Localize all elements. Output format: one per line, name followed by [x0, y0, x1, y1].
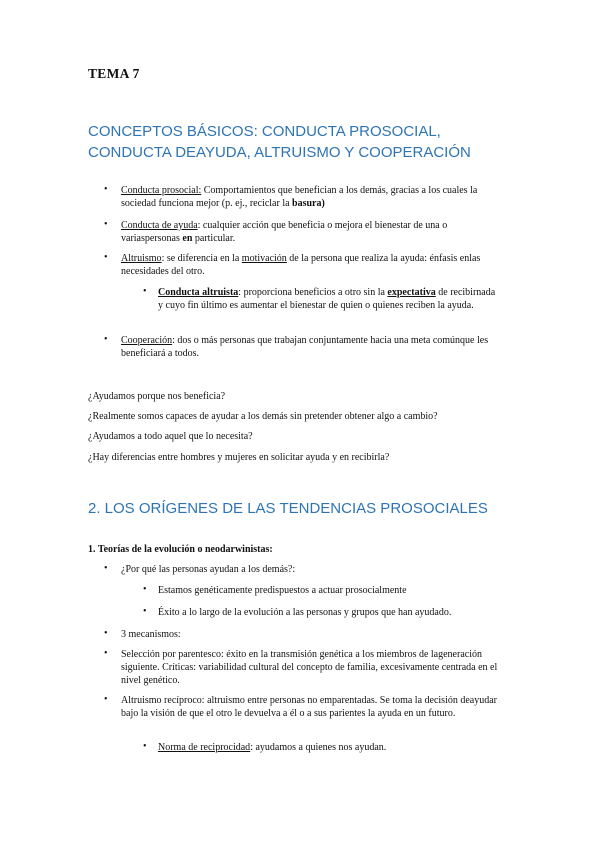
bullet-icon: •: [104, 628, 108, 639]
list-item-mecanismos: 3 mecanismos:: [121, 629, 181, 640]
bold-text: en: [182, 233, 193, 245]
list-item-altruismo: [121, 252, 499, 278]
definition-text: : se diferencia en la: [161, 253, 242, 264]
list-item-predispuestos: Estamos genéticamente predispuestos a actuar prosocialmente: [158, 585, 407, 596]
definition-text: : ayudamos a quienes nos ayudan.: [250, 742, 387, 753]
list-item-conducta-de-ayuda: [121, 219, 499, 245]
sub-bullet-icon: •: [143, 584, 147, 595]
sub-bullet-icon: •: [143, 741, 147, 752]
term-conducta-prosocial: Conducta prosocial:: [121, 185, 202, 196]
definition-text: : cualquier acción que beneficia o mejora el bienestar de una o variaspersonas: [121, 220, 448, 245]
term-conducta-altruista: Conducta altruista: [158, 287, 239, 298]
bold-text: basura): [292, 198, 325, 210]
section-heading-conceptos: CONCEPTOS BÁSICOS: CONDUCTA PROSOCIAL, CONDUCTA DEAYUDA, ALTRUISMO Y COOPERACIÓN: [88, 123, 471, 161]
bullet-icon: •: [104, 219, 108, 230]
question-1: ¿Ayudamos porque nos beneficia?: [88, 391, 226, 402]
definition-text: : dos o más personas que trabajan conjuntamente hacia una meta comúnque les beneficiará a todos.: [121, 335, 489, 360]
term-motivacion: motivación: [241, 253, 287, 264]
question-4: ¿Hay diferencias entre hombres y mujeres en solicitar ayuda y en recibirla?: [88, 452, 390, 463]
section-heading-origenes: 2. LOS ORÍGENES DE LAS TENDENCIAS PROSOCIALES: [88, 500, 488, 517]
term-expectativa: expectativa: [387, 287, 436, 298]
bullet-icon: •: [104, 184, 108, 195]
definition-text: de recibirnada y cuyo fin último es aumentar el bienestar de quien o quienes reciben la ayuda.: [158, 287, 496, 312]
definition-text: particular.: [192, 233, 236, 245]
question-3: ¿Ayudamos a todo aquel que lo necesita?: [88, 431, 253, 442]
definition-text: de la persona que realiza la ayuda: énfasis enlas necesidades del otro.: [121, 253, 481, 278]
sub-bullet-icon: •: [143, 606, 147, 617]
list-item-conducta-prosocial: [121, 184, 499, 210]
list-item-pregunta: ¿Por qué las personas ayudan a los demás?:: [121, 564, 296, 575]
term-norma-reciprocidad: Norma de reciprocidad: [158, 742, 251, 753]
bullet-icon: •: [104, 252, 108, 263]
term-conducta-de-ayuda: Conducta de ayuda: [121, 220, 198, 231]
sub-bullet-icon: •: [143, 286, 147, 297]
definition-text: Comportamientos que benefician a los demás, gracias a los cuales la sociedad funciona mejor (p. ej., reciclar la: [121, 185, 478, 210]
list-item-altruismo-reciproco: Altruismo recíproco: altruismo entre personas no emparentadas. Se toma la decisión deayudar bajo la visión de que el otro le devuelva a él o a sus parientes la ayuda en un futuro.: [121, 695, 497, 720]
term-altruismo: Altruismo: [121, 253, 162, 264]
bullet-icon: •: [104, 694, 108, 705]
bullet-icon: •: [104, 334, 108, 345]
bullet-icon: •: [104, 648, 108, 659]
bullet-icon: •: [104, 563, 108, 574]
page-title: TEMA 7: [88, 66, 140, 81]
list-item-conducta-altruista: [158, 286, 496, 312]
list-item-exito: Éxito a lo largo de la evolución a las personas y grupos que han ayudado.: [158, 607, 452, 618]
question-2: ¿Realmente somos capaces de ayudar a los demás sin pretender obtener algo a cambio?: [88, 411, 438, 422]
list-item-norma-reciprocidad: [158, 741, 496, 754]
list-item-seleccion-parentesco: Selección por parentesco: éxito en la transmisión genética a los miembros de lageneración siguiente. Críticas: variabilidad cultural del concepto de familia, excesivamente centrada en el nivel genético.: [121, 649, 498, 687]
definition-text: : proporciona beneficios a otro sin la: [238, 287, 388, 298]
list-item-cooperacion: [121, 334, 499, 360]
term-cooperacion: Cooperación: [121, 335, 173, 346]
subheading-teorias: 1. Teorías de la evolución o neodarwinistas:: [88, 544, 273, 555]
